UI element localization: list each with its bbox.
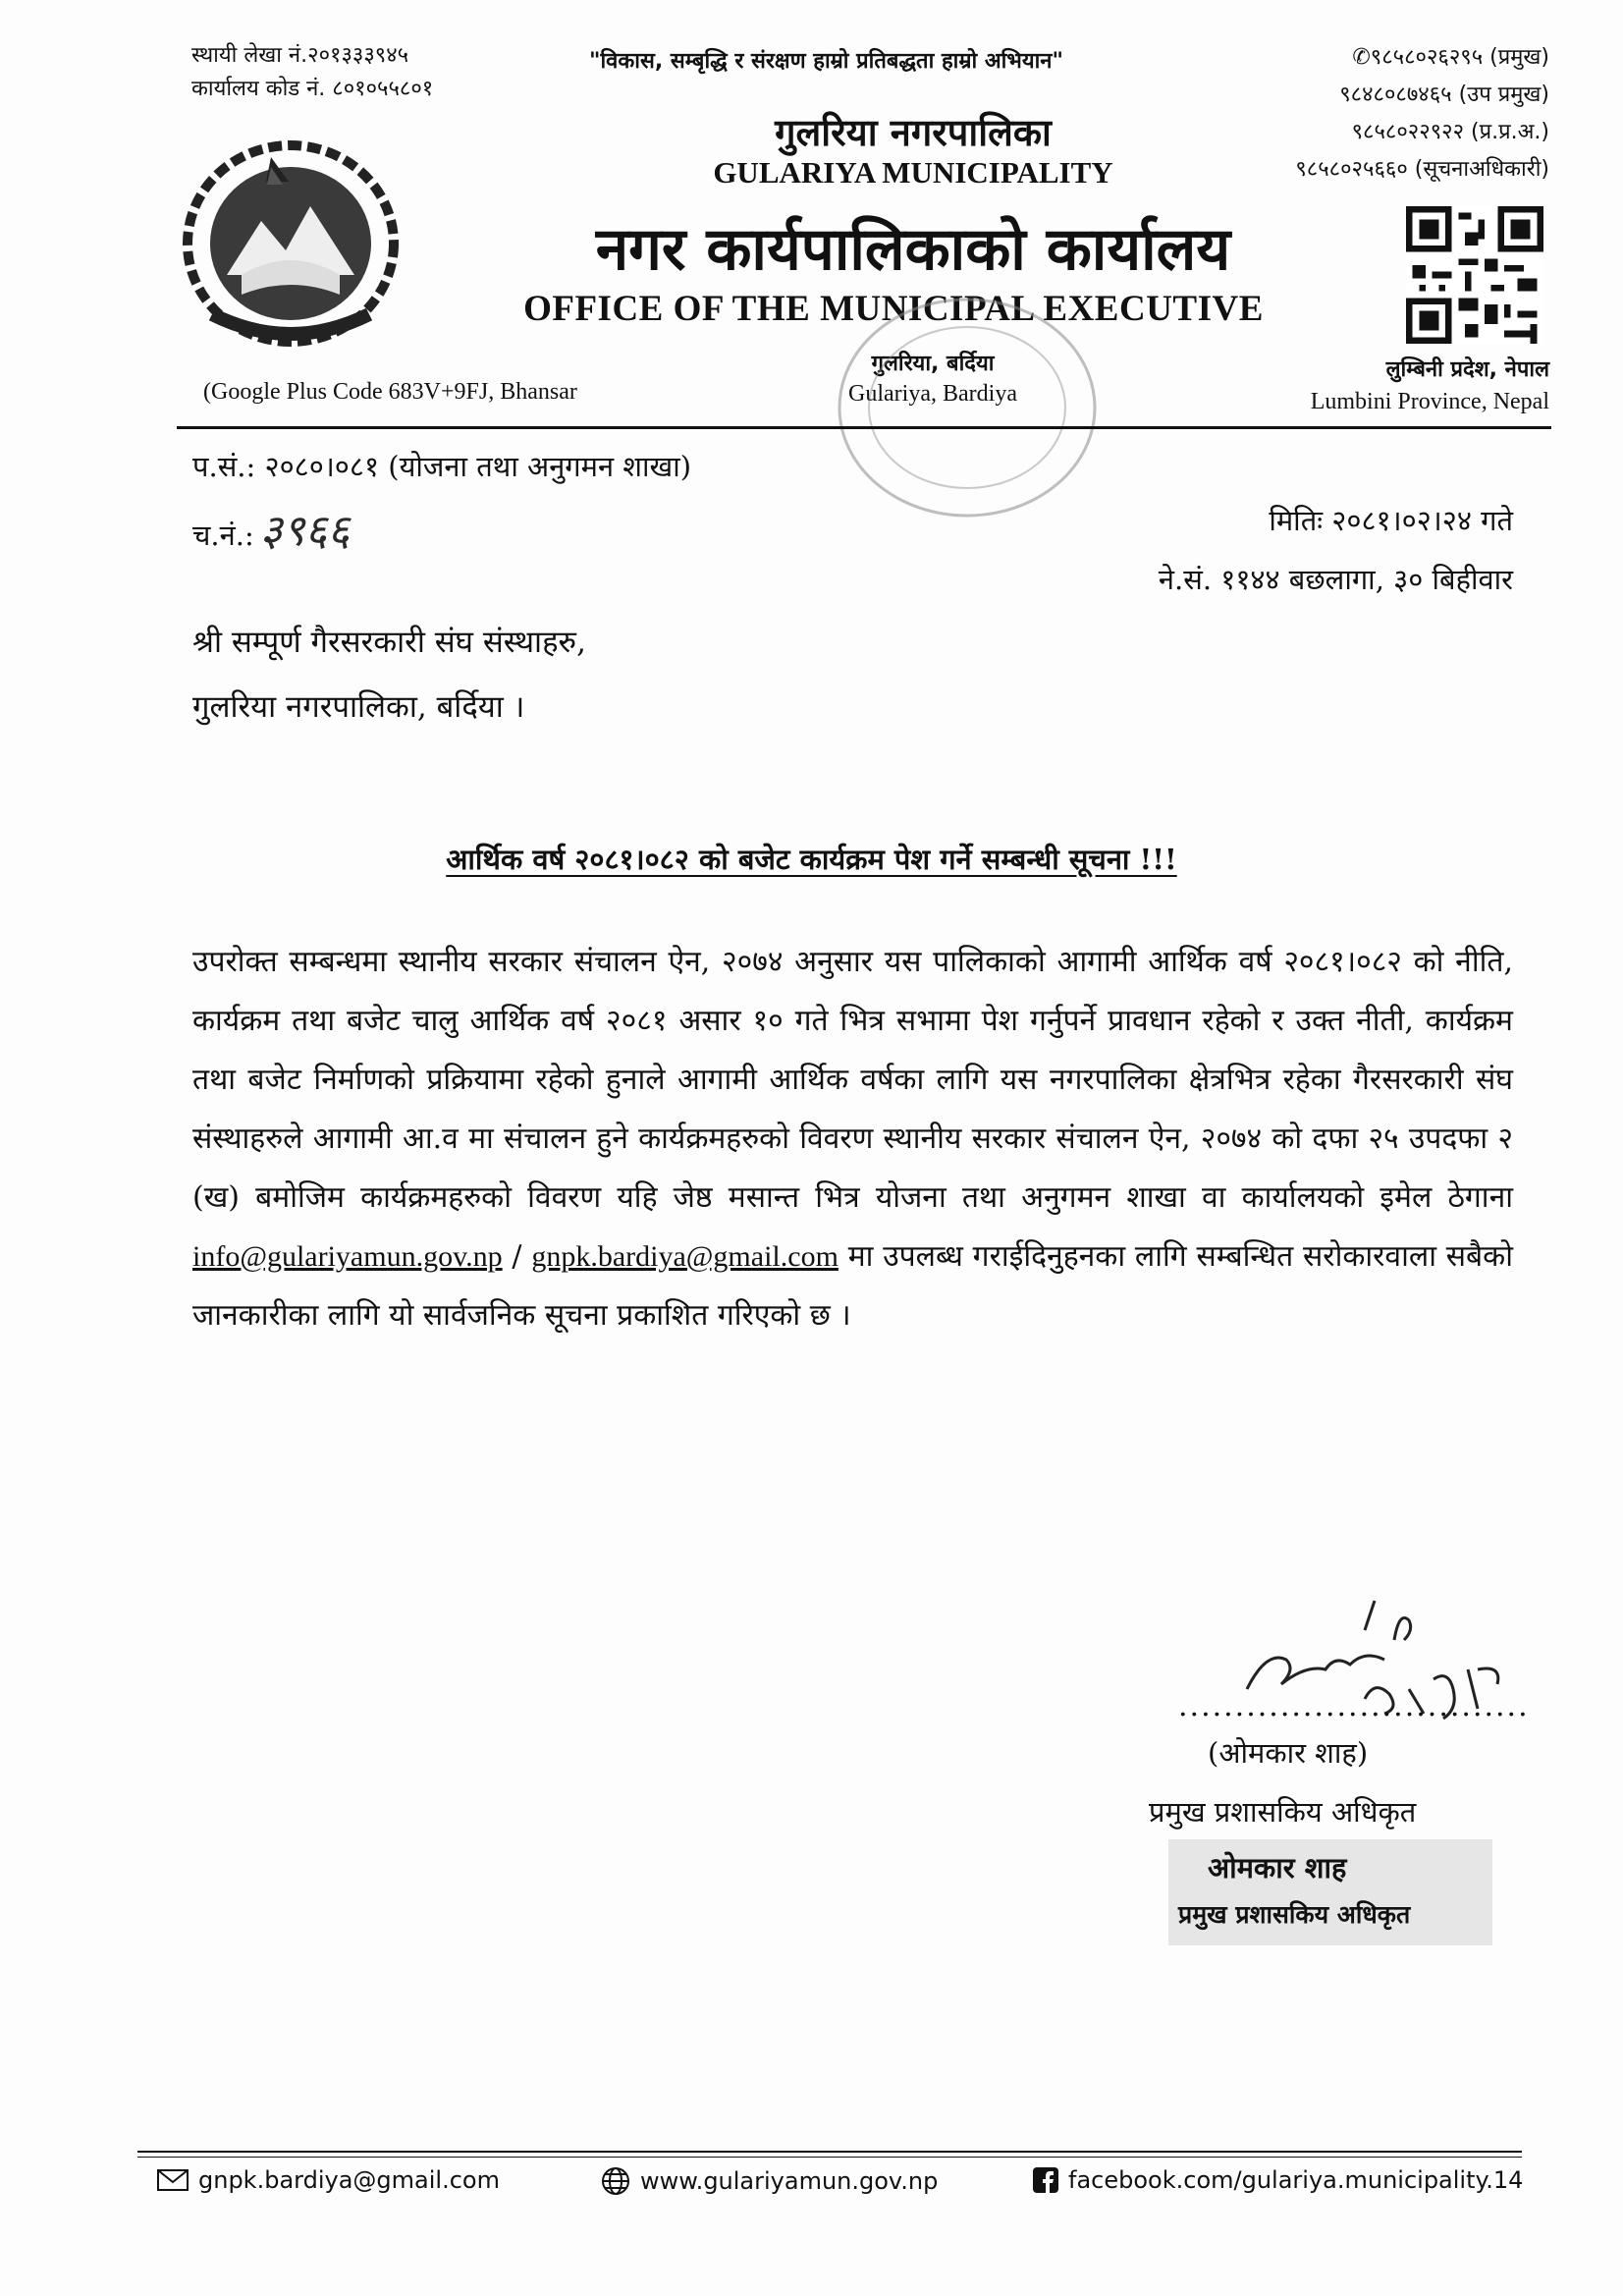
location-ne: गुलरिया, बर्दिया [871, 352, 995, 376]
office-title-en: OFFICE OF THE MUNICIPAL EXECUTIVE [523, 289, 1264, 329]
office-code: कार्यालय कोड नं. ८०१०५५८०१ [191, 77, 434, 101]
email-separator: / [502, 1239, 532, 1274]
addressee-line-1: श्री सम्पूर्ण गैरसरकारी संघ संस्थाहरु, [192, 625, 586, 660]
addressee-line-2: गुलरिया नगरपालिका, बर्दिया । [192, 689, 525, 725]
phone-mayor: ✆९८५८०२६२९५ (प्रमुख) [1352, 45, 1549, 70]
province-ne: लुम्बिनी प्रदेश, नेपाल [1385, 357, 1549, 382]
body-part-2: मा उपलब्ध गराईदिनुहनका लागि सम्बन्धित सरोकारवाला सबैको जानकारीका लागि यो सार्वजनिक सूचना प्रकाशित गरिएको छ । [192, 1239, 1513, 1333]
municipality-name-ne: गुलरिया नगरपालिका [775, 111, 1052, 154]
plus-code: (Google Plus Code 683V+9FJ, Bhansar [203, 379, 577, 405]
signatory-name: (ओमकार शाह) [1208, 1736, 1369, 1770]
email-link-gnpk[interactable]: gnpk.bardiya@gmail.com [531, 1240, 839, 1273]
signature-line: ............................... [1178, 1689, 1530, 1723]
dispatch-number [192, 499, 350, 558]
footer-facebook [1033, 2166, 1523, 2194]
stamp-name: ओमकार शाह [1208, 1851, 1347, 1885]
nepal-emblem-icon [173, 128, 408, 354]
municipality-name-en: GULARIYA MUNICIPALITY [713, 155, 1113, 190]
office-title-ne: नगर कार्यपालिकाको कार्यालय [595, 215, 1231, 284]
body-part-1: उपरोक्त सम्बन्धमा स्थानीय सरकार संचालन ऐन, २०७४ अनुसार यस पालिकाको आगामी आर्थिक वर्ष २०८१।०८२ को नीति, कार्यक्रम तथा बजेट चालु आर्थिक वर्ष २०८१ असार १० गते भित्र सभामा पेश गर्नुपर्ने प्रावधान रहेको र उक्त नीती, कार्यक्रम तथा बजेट निर्माणको प्रक्रियामा रहेको हुनाले आगामी आर्थिक वर्षका लागि यस नगरपालिका क्षेत्रभित्र रहेका गैरसरकारी संघ संस्थाहरुले आगामी आ.व मा संचालन हुने कार्यक्रमहरुको विवरण स्थानीय सरकार संचालन ऐन, २०७४ को दफा २५ उपदफा २ (ख) बमोजिम कार्यक्रमहरुको विवरण यहि जेष्ठ मसान्त भित्र योजना तथा अनुगमन शाखा वा कार्यालयको इमेल ठेगाना [192, 945, 1513, 1215]
nepal-samvat-date: ने.सं. ११४४ बछलागा, ३० बिहीवार [1158, 563, 1513, 596]
qr-code-icon [1406, 206, 1543, 344]
phone-info-officer: ९८५८०२५६६० (सूचनाअधिकारी) [1295, 157, 1549, 182]
phone-list [1295, 39, 1549, 189]
footer-email-text[interactable]: gnpk.bardiya@gmail.com [198, 2166, 500, 2194]
subject-heading [0, 840, 1623, 878]
email-link-info[interactable]: info@gulariyamun.gov.np [192, 1240, 503, 1273]
notice-body [192, 933, 1513, 1345]
reference-number: प.सं.: २०८०।०८१ (योजना तथा अनुगमन शाखा) [192, 450, 692, 483]
globe-icon [601, 2166, 630, 2196]
phone-cao: ९८५८०२२९२२ (प्र.प्र.अ.) [1351, 120, 1549, 144]
province-en: Lumbini Province, Nepal [1310, 389, 1549, 414]
slogan: "विकास, सम्बृद्धि र संरक्षण हाम्रो प्रतिबद्धता हाम्रो अभियान" [589, 49, 1063, 74]
dispatch-label: च.नं.: [192, 519, 254, 552]
office-stamp-icon [825, 285, 1109, 530]
footer-website-text[interactable]: www.gulariyamun.gov.np [640, 2167, 939, 2195]
footer-email [157, 2166, 500, 2194]
phone-deputy: ९८४८०८७४६५ (उप प्रमुख) [1339, 82, 1549, 107]
mail-icon [157, 2169, 189, 2191]
header-divider [177, 426, 1551, 429]
location-en: Gulariya, Bardiya [848, 381, 1017, 407]
dispatch-value: ३९६६ [259, 506, 351, 556]
subject-text: आर्थिक वर्ष २०८१।०८२ को बजेट कार्यक्रम पेश गर्ने सम्बन्धी सूचना !!! [446, 843, 1177, 876]
facebook-icon [1033, 2167, 1058, 2193]
account-number: स्थायी लेखा नं.२०१३३३९४५ [191, 43, 409, 68]
stamp-title: प्रमुख प्रशासकिय अधिकृत [1178, 1900, 1411, 1929]
signatory-title: प्रमुख प्रशासकिय अधिकृत [1149, 1795, 1417, 1829]
date-line: मितिः २०८१।०२।२४ गते [1269, 504, 1513, 537]
footer-divider [137, 2151, 1522, 2153]
footer-facebook-text[interactable]: facebook.com/gulariya.municipality.14 [1068, 2166, 1524, 2194]
footer-website [601, 2166, 938, 2196]
footer-divider-thin [137, 2157, 1522, 2158]
